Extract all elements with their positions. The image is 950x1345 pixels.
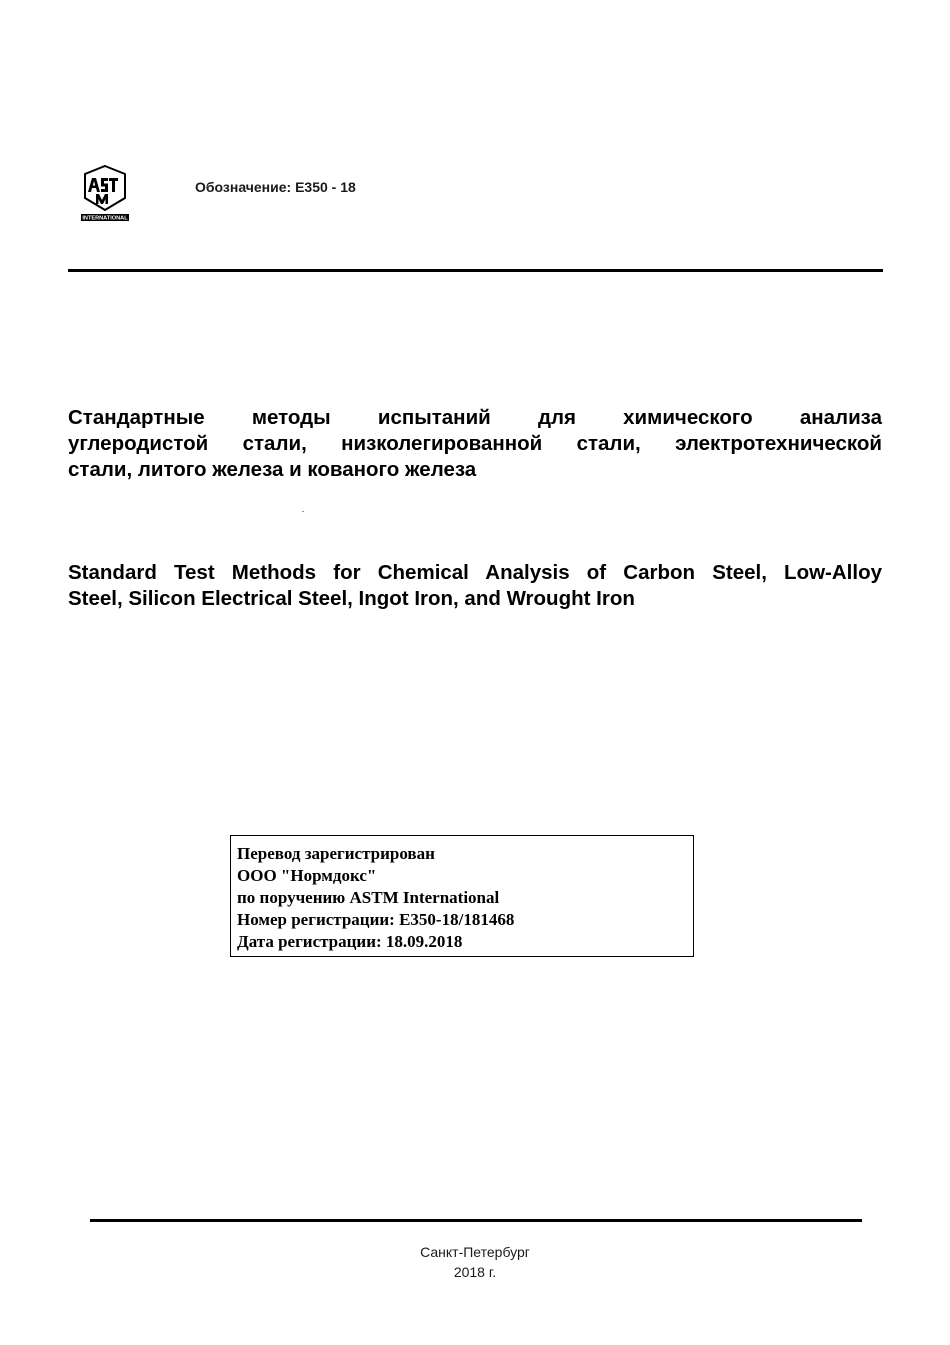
designation-label: Обозначение: E350 - 18 [195, 179, 356, 195]
top-divider [68, 269, 883, 272]
title-ru-line: углеродистой стали, низколегированной стали, электротехнической [68, 432, 882, 455]
title-en-line: Standard Test Methods for Chemical Analysis of Carbon Steel, Low-Alloy [68, 561, 882, 584]
bottom-divider [90, 1219, 862, 1222]
registration-number: Номер регистрации: E350-18/181468 [237, 910, 515, 929]
registration-line: по поручению ASTM International [237, 888, 500, 907]
footer-city: Санкт-Петербург [420, 1244, 530, 1260]
registration-line: Перевод зарегистрирован [237, 844, 435, 863]
title-english [68, 560, 882, 612]
title-ru-line: Стандартные методы испытаний для химического анализа [68, 406, 882, 429]
title-en-line: Steel, Silicon Electrical Steel, Ingot Iron, and Wrought Iron [68, 587, 635, 610]
footer-year: 2018 г. [453, 1264, 497, 1280]
astm-logo-icon [78, 164, 132, 224]
title-russian [68, 405, 882, 483]
registration-date: Дата регистрации: 18.09.2018 [237, 932, 463, 951]
title-ru-line: стали, литого железа и кованого железа [68, 458, 477, 481]
stray-mark [302, 511, 304, 512]
svg-text:INTERNATIONAL: INTERNATIONAL [82, 215, 128, 222]
registration-box [230, 835, 694, 957]
registration-line: ООО "Нормдокс" [237, 866, 377, 885]
